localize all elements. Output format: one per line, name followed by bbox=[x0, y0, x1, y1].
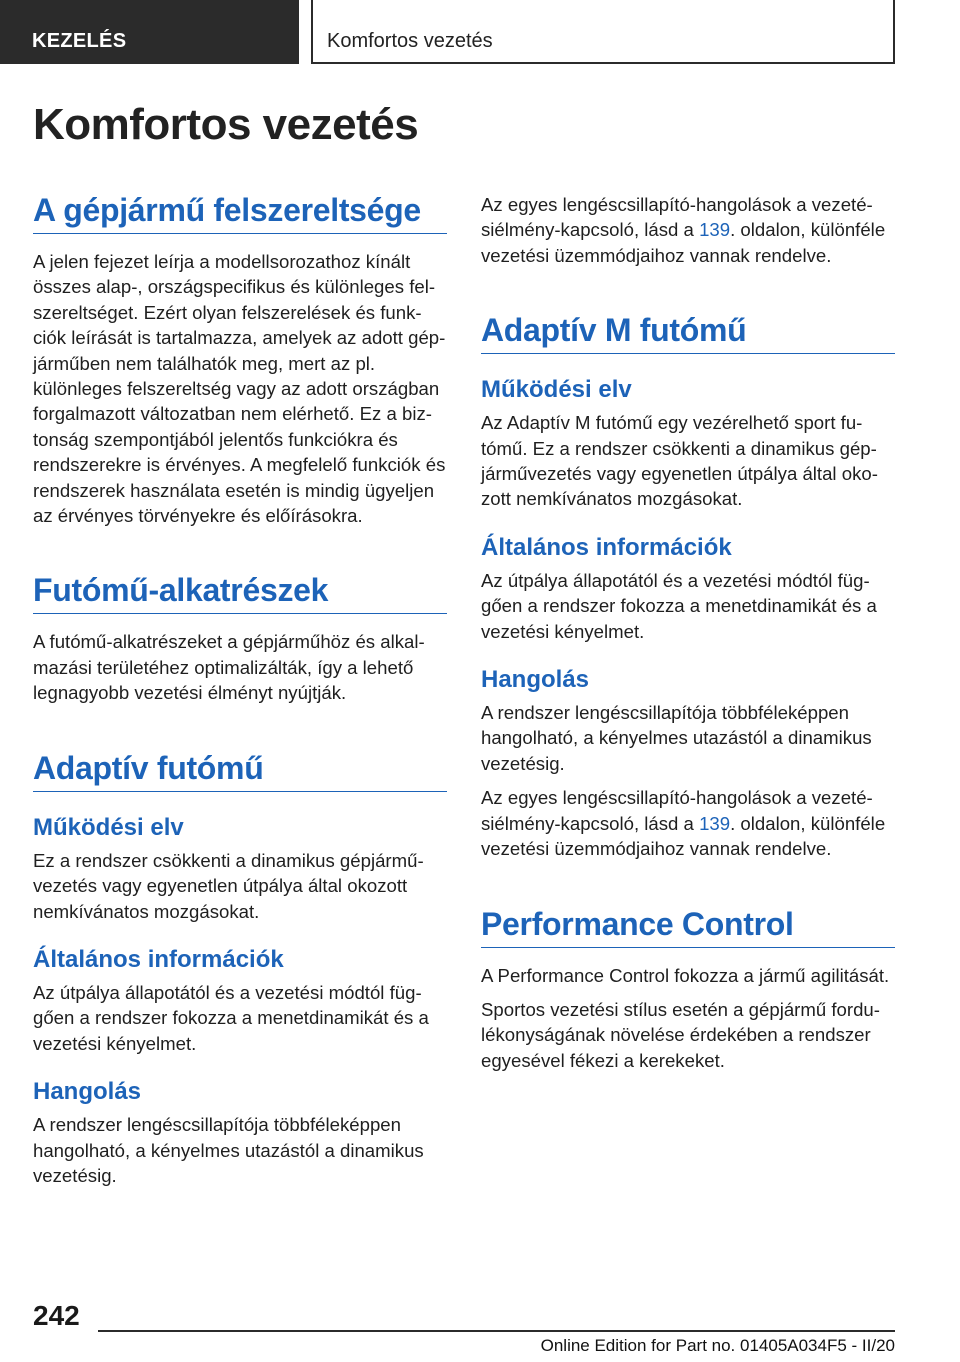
paragraph-equipment: A jelen fejezet leírja a modellsorozathoz kínált összes alap-, országspecifikus és különleges felszereltséget. Ezért olyan felszerelések és funkciók leírását is tartalmazza, amelyek az adott gépjárműben nem találhatók meg, mert az pl. különleges felszereltség vagy az adott országban forgalmazott változatban nem elérhető. Ez a biztonság szempontjából jelentős funkciókra és rendszerekre is érvényes. A megfelelő funkciók és rendszerek használata esetén is mindig ügyeljen az érvényes törvényekre és előírásokra. bbox=[33, 251, 446, 527]
m-tuning-text-before: Az egyes lengéscsillapító-hangolások a vezetésiélmény-kapcsoló, lásd a bbox=[481, 787, 873, 834]
heading-adaptive-chassis: Adaptív futómű bbox=[33, 750, 447, 792]
subheading-tuning: Hangolás bbox=[33, 1078, 142, 1106]
edition-note: Online Edition for Part no. 01405A034F5 - II/20 bbox=[540, 1336, 895, 1355]
left-column bbox=[33, 192, 447, 1188]
page-reference-link[interactable]: 139 bbox=[699, 219, 731, 241]
subheading-m-tuning: Hangolás bbox=[481, 666, 590, 694]
m-page-reference-link[interactable]: 139 bbox=[699, 812, 731, 834]
right-column bbox=[481, 192, 895, 1073]
paragraph-general-info: Az útpálya állapotától és a vezetési módtól függően a rendszer fokozza a menetdinamikát és a vezetési kényelmet. bbox=[33, 981, 429, 1054]
heading-chassis-parts: Futómű-alkatrészek bbox=[33, 572, 447, 614]
section-tab bbox=[0, 0, 299, 64]
footer-divider bbox=[98, 1330, 895, 1332]
continued-text-after: . oldalon, különféle vezetési üzemmódjaihoz vannak rendelve. bbox=[481, 219, 886, 266]
paragraph-m-general-info: Az útpálya állapotától és a vezetési módtól függően a rendszer fokozza a menetdinamikát és a vezetési kényelmet. bbox=[481, 569, 877, 642]
paragraph-principle: Ez a rendszer csökkenti a dinamikus gépjárművezetés vagy egyenetlen útpálya által okozott nemkívánatos mozgásokat. bbox=[33, 849, 424, 922]
paragraph-tuning: A rendszer lengéscsillapítója többféleképpen hangolható, a kényelmes utazástól a dinamikus vezetésig. bbox=[33, 1114, 424, 1186]
heading-adaptive-m: Adaptív M futómű bbox=[481, 312, 895, 354]
m-tuning-text-after: . oldalon, különféle vezetési üzemmódjaihoz vannak rendelve. bbox=[481, 812, 886, 860]
page-title: Komfortos vezetés bbox=[33, 100, 419, 149]
paragraph-chassis-parts: A futómű-alkatrészeket a gépjárműhöz és alkalmazási területéhez optimalizálták, így a lehető legnagyobb vezetési élményt nyújtják. bbox=[33, 631, 425, 704]
paragraph-continued bbox=[481, 192, 895, 268]
chapter-tab bbox=[311, 0, 895, 64]
subheading-m-general-info: Általános információk bbox=[481, 533, 732, 561]
heading-performance-control: Performance Control bbox=[481, 906, 895, 948]
section-label: KEZELÉS bbox=[32, 30, 127, 52]
paragraph-performance-2: Sportos vezetési stílus esetén a gépjármű fordulékonyságának növelése érdekében a rendszer egyesével fékezi a kerekeket. bbox=[481, 998, 880, 1071]
subheading-m-principle: Működési elv bbox=[481, 376, 632, 404]
heading-equipment: A gépjármű felszereltsége bbox=[33, 192, 447, 234]
paragraph-m-tuning: A rendszer lengéscsillapítója többféleképpen hangolható, a kényelmes utazástól a dinamikus vezetésig. bbox=[481, 702, 872, 774]
subheading-general-info: Általános információk bbox=[33, 945, 284, 973]
page-number: 242 bbox=[33, 1300, 80, 1331]
chapter-label: Komfortos vezetés bbox=[327, 30, 493, 52]
paragraph-performance-1: A Performance Control fokozza a jármű agilitását. bbox=[481, 964, 890, 986]
paragraph-m-tuning-modes bbox=[481, 785, 895, 861]
paragraph-m-principle: Az Adaptív M futómű egy vezérelhető sport futómű. Ez a rendszer csökkenti a dinamikus gépjárművezetés vagy egyenetlen útpálya által okozott nemkívánatos mozgásokat. bbox=[481, 412, 878, 510]
continued-text-before: Az egyes lengéscsillapító-hangolások a vezetésiélmény-kapcsoló, lásd a bbox=[481, 194, 873, 241]
subheading-principle: Működési elv bbox=[33, 813, 184, 841]
